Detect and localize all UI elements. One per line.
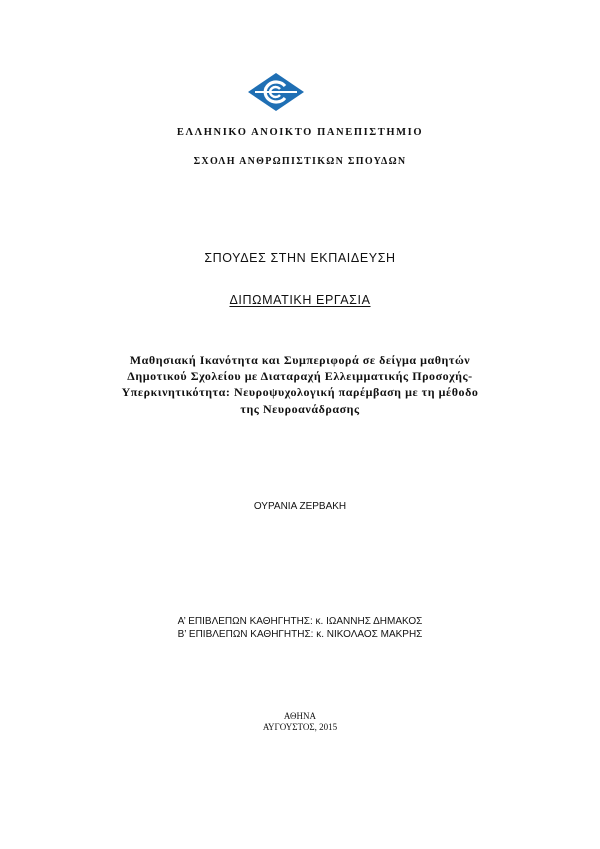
title-line-1: Μαθησιακή Ικανότητα και Συμπεριφορά σε δείγμα μαθητών [129, 353, 471, 367]
supervisor-b: Β’ ΕΠΙΒΛΕΠΩΝ ΚΑΘΗΓΗΤΗΣ: κ. ΝΙΚΟΛΑΟΣ ΜΑΚΡΗΣ [177, 629, 423, 640]
author-name: ΟΥΡΑΝΙΑ ΖΕΡΒΑΚΗ [253, 501, 347, 512]
supervisors [0, 615, 600, 641]
university-name: ΕΛΛΗΝΙΚΟ ΑΝΟΙΚΤΟ ΠΑΝΕΠΙΣΤΗΜΙΟ [176, 127, 424, 138]
school-name: ΣΧΟΛΗ ΑΝΘΡΩΠΙΣΤΙΚΩΝ ΣΠΟΥΔΩΝ [193, 156, 407, 167]
date: ΑΥΓΟΥΣΤΟΣ, 2015 [262, 722, 338, 732]
title-line-4: της Νευροανάδρασης [240, 401, 360, 416]
program-name: ΣΠΟΥΔΕΣ ΣΤΗΝ ΕΚΠΑΙΔΕΥΣΗ [204, 251, 396, 265]
supervisor-a: Α’ ΕΠΙΒΛΕΠΩΝ ΚΑΘΗΓΗΤΗΣ: κ. ΙΩΑΝΝΗΣ ΔΗΜΑΚΟΣ [177, 616, 423, 627]
city-date [0, 711, 600, 733]
university-logo-icon [247, 72, 305, 112]
title-line-2: Δημοτικού Σχολείου με Διαταραχή Ελλειμματικής Προσοχής- [127, 369, 473, 384]
city: ΑΘΗΝΑ [283, 711, 317, 721]
thesis-title [0, 352, 600, 417]
document-type-label: ΔΙΠΩΜΑΤΙΚΗ ΕΡΓΑΣΙΑ [229, 293, 371, 307]
title-line-3: Υπερκινητικότητα: Νευροψυχολογική παρέμβαση με τη μέθοδο [121, 385, 479, 400]
document-type [0, 293, 600, 307]
